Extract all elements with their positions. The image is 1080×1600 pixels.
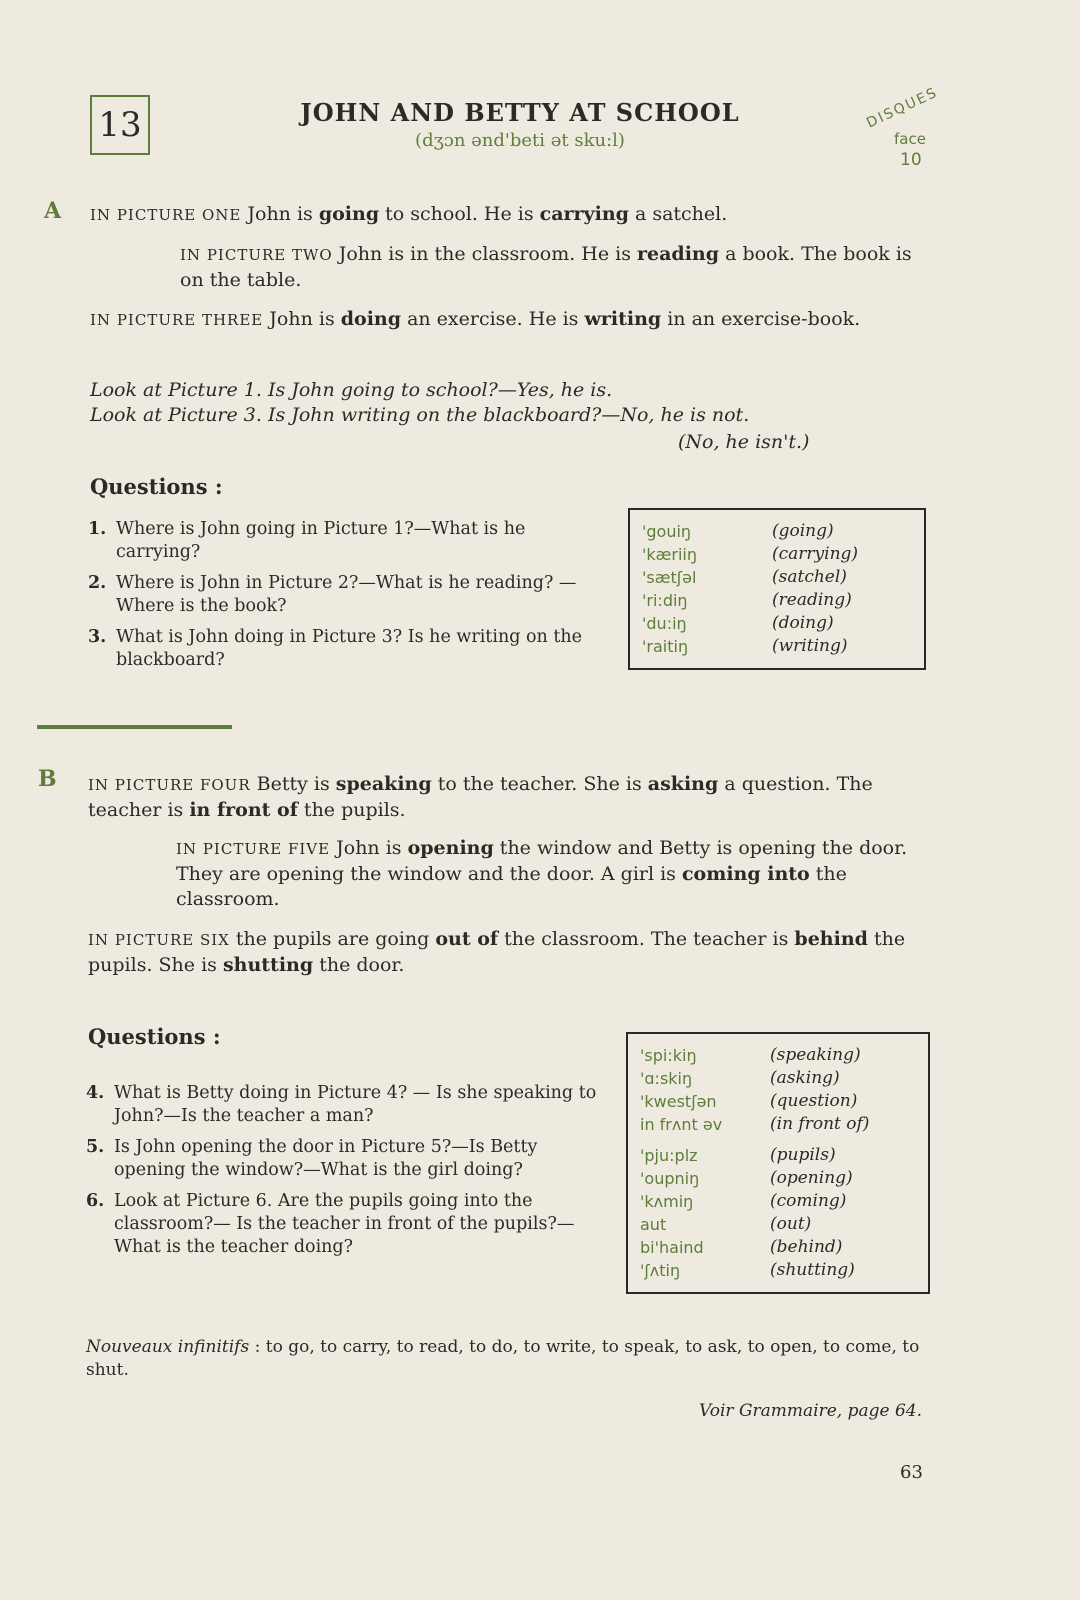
face-number: 10 (900, 150, 922, 170)
grammar-reference: Voir Grammaire, page 64. (699, 1401, 922, 1421)
question-number: 2. (88, 573, 107, 593)
face-label: face (894, 130, 926, 148)
vocab-phonetic: 'pju:plz (640, 1146, 698, 1165)
vocab-row (640, 1236, 916, 1259)
question-text: Is John opening the door in Picture 5?—Is Betty opening the window?—What is the girl doing? (114, 1137, 538, 1180)
question-number: 3. (88, 627, 107, 647)
text: the door. (313, 954, 405, 976)
section-a-paragraph-2 (180, 242, 930, 293)
text: to school. He is (379, 203, 540, 225)
vocab-phonetic: 'oupniŋ (640, 1169, 700, 1188)
section-a-paragraph-3 (90, 307, 940, 333)
question-item (88, 518, 608, 564)
vocab-row (640, 1259, 916, 1282)
vocab-phonetic: 'kwestʃən (640, 1092, 717, 1111)
vocab-row (640, 1167, 916, 1190)
keyword: coming into (681, 863, 810, 885)
questions-list-b (86, 1082, 606, 1267)
text: the classroom. (176, 863, 847, 910)
infinitives-text: : to go, to carry, to read, to do, to write, to speak, to ask, to open, to come, to shut. (86, 1337, 920, 1380)
vocab-phonetic: bi'haind (640, 1238, 704, 1257)
text: a satchel. (628, 203, 728, 225)
question-item (86, 1190, 606, 1259)
vocab-row (640, 1044, 916, 1067)
text: the window and Betty is opening the door. They are opening the window and the door. A girl is (176, 837, 908, 885)
vocab-row (642, 589, 912, 612)
lesson-number: 13 (98, 105, 142, 145)
question-text: Where is John in Picture 2?—What is he reading? —Where is the book? (116, 573, 577, 616)
text: to the teacher. She is (431, 773, 648, 795)
lesson-number-box (90, 95, 150, 155)
vocab-row (640, 1190, 916, 1213)
lesson-title: JOHN AND BETTY AT SCHOOL (300, 98, 740, 127)
vocab-word: (going) (772, 521, 834, 541)
vocab-row (642, 566, 912, 589)
vocab-word: (asking) (770, 1068, 840, 1088)
new-infinitives (86, 1336, 936, 1382)
vocab-row (640, 1113, 916, 1136)
vocab-word: (shutting) (770, 1260, 855, 1280)
question-number: 4. (86, 1083, 105, 1103)
picture-label: IN PICTURE FIVE (176, 840, 331, 858)
vocab-word: (coming) (770, 1191, 847, 1211)
keyword: carrying (539, 203, 629, 225)
vocab-word: (speaking) (770, 1045, 861, 1065)
keyword: behind (794, 928, 868, 950)
vocabulary-box-b (626, 1032, 930, 1294)
text: the pupils. She is (88, 928, 906, 976)
question-text: What is Betty doing in Picture 4? — Is she speaking to John?—Is the teacher a man? (114, 1083, 597, 1126)
keyword: opening (407, 837, 494, 859)
question-number: 1. (88, 519, 107, 539)
question-number: 5. (86, 1137, 105, 1157)
vocab-word: (writing) (772, 636, 848, 656)
question-item (88, 572, 608, 618)
question-item (88, 626, 608, 672)
question-text: Look at Picture 6. Are the pupils going into the classroom?— Is the teacher in front of the pupils?—What is the teacher doing? (114, 1191, 575, 1257)
question-item (86, 1136, 606, 1182)
text: the pupils are going (229, 928, 436, 950)
vocab-word: (behind) (770, 1237, 843, 1257)
text: Betty is (250, 773, 336, 795)
vocab-phonetic: 'kæriiŋ (642, 545, 697, 564)
page-number: 63 (900, 1462, 923, 1483)
picture-label: IN PICTURE SIX (88, 931, 230, 949)
vocab-phonetic: 'kʌmiŋ (640, 1192, 694, 1211)
picture-label: IN PICTURE THREE (90, 311, 264, 329)
vocab-word: (question) (770, 1091, 858, 1111)
keyword: speaking (335, 773, 432, 795)
questions-list-a (88, 518, 608, 680)
picture-label: IN PICTURE TWO (180, 246, 333, 264)
vocab-row (642, 635, 912, 658)
vocab-phonetic: 'raitiŋ (642, 637, 689, 656)
text: John is (263, 308, 341, 330)
vocab-row (640, 1213, 916, 1236)
vocab-row (640, 1144, 916, 1167)
question-number: 6. (86, 1191, 105, 1211)
keyword: doing (340, 308, 402, 330)
vocab-word: (out) (770, 1214, 812, 1234)
picture-label: IN PICTURE ONE (90, 206, 242, 224)
vocab-word: (doing) (772, 613, 834, 633)
vocab-row (640, 1090, 916, 1113)
section-divider (37, 725, 232, 729)
example-line-1: Look at Picture 1. Is John going to school?—Yes, he is. (90, 379, 613, 401)
keyword: going (318, 203, 380, 225)
lesson-title-phonetic: (dʒɔn ənd'beti ət sku:l) (415, 130, 625, 151)
text: in an exercise-book. (661, 308, 861, 330)
text: the classroom. The teacher is (498, 928, 795, 950)
vocab-phonetic: aut (640, 1215, 667, 1234)
disques-stamp (860, 84, 950, 180)
vocab-phonetic: 'sætʃəl (642, 568, 697, 587)
keyword: reading (637, 243, 720, 265)
example-line-3: (No, he isn't.) (678, 431, 810, 453)
vocab-word: (reading) (772, 590, 852, 610)
text: John is (330, 837, 408, 859)
question-text: Where is John going in Picture 1?—What is he carrying? (116, 519, 526, 562)
vocab-phonetic: 'spi:kiŋ (640, 1046, 697, 1065)
vocab-row (642, 612, 912, 635)
section-b-paragraph-3 (88, 927, 938, 978)
vocab-row (642, 543, 912, 566)
keyword: writing (584, 308, 662, 330)
question-text: What is John doing in Picture 3? Is he writing on the blackboard? (116, 627, 583, 670)
picture-label: IN PICTURE FOUR (88, 776, 251, 794)
text: John is in the classroom. He is (332, 243, 638, 265)
keyword: shutting (222, 954, 314, 976)
text: an exercise. He is (401, 308, 585, 330)
vocab-phonetic: in frʌnt əv (640, 1115, 723, 1134)
text: John is (241, 203, 319, 225)
infinitives-label: Nouveaux infinitifs (86, 1337, 250, 1357)
vocab-phonetic: 'ri:diŋ (642, 591, 688, 610)
keyword: in front of (189, 799, 298, 821)
vocab-phonetic: 'ʃʌtiŋ (640, 1261, 681, 1280)
vocab-row (640, 1067, 916, 1090)
questions-heading-b: Questions : (88, 1024, 221, 1049)
text: a book. The book is on the table. (180, 243, 912, 291)
vocab-phonetic: 'du:iŋ (642, 614, 687, 633)
vocab-word: (in front of) (770, 1114, 870, 1134)
vocab-row (642, 520, 912, 543)
section-letter-a: A (44, 198, 62, 224)
vocab-phonetic: 'ɑ:skiŋ (640, 1069, 693, 1088)
section-a-paragraph-1 (90, 202, 940, 228)
vocab-phonetic: 'gouiŋ (642, 522, 692, 541)
text: a question. The teacher is (88, 773, 873, 821)
section-b-paragraph-1 (88, 772, 938, 823)
example-line-2: Look at Picture 3. Is John writing on the blackboard?—No, he is not. (90, 404, 750, 426)
vocab-word: (satchel) (772, 567, 847, 587)
vocabulary-box-a (628, 508, 926, 670)
vocab-word: (carrying) (772, 544, 859, 564)
section-letter-b: B (38, 766, 57, 792)
keyword: asking (647, 773, 719, 795)
keyword: out of (435, 928, 499, 950)
question-item (86, 1082, 606, 1128)
vocab-word: (pupils) (770, 1145, 836, 1165)
text: the pupils. (297, 799, 406, 821)
vocab-word: (opening) (770, 1168, 853, 1188)
questions-heading-a: Questions : (90, 474, 223, 499)
section-b-paragraph-2 (176, 836, 936, 912)
disques-label: DISQUES (864, 84, 941, 132)
